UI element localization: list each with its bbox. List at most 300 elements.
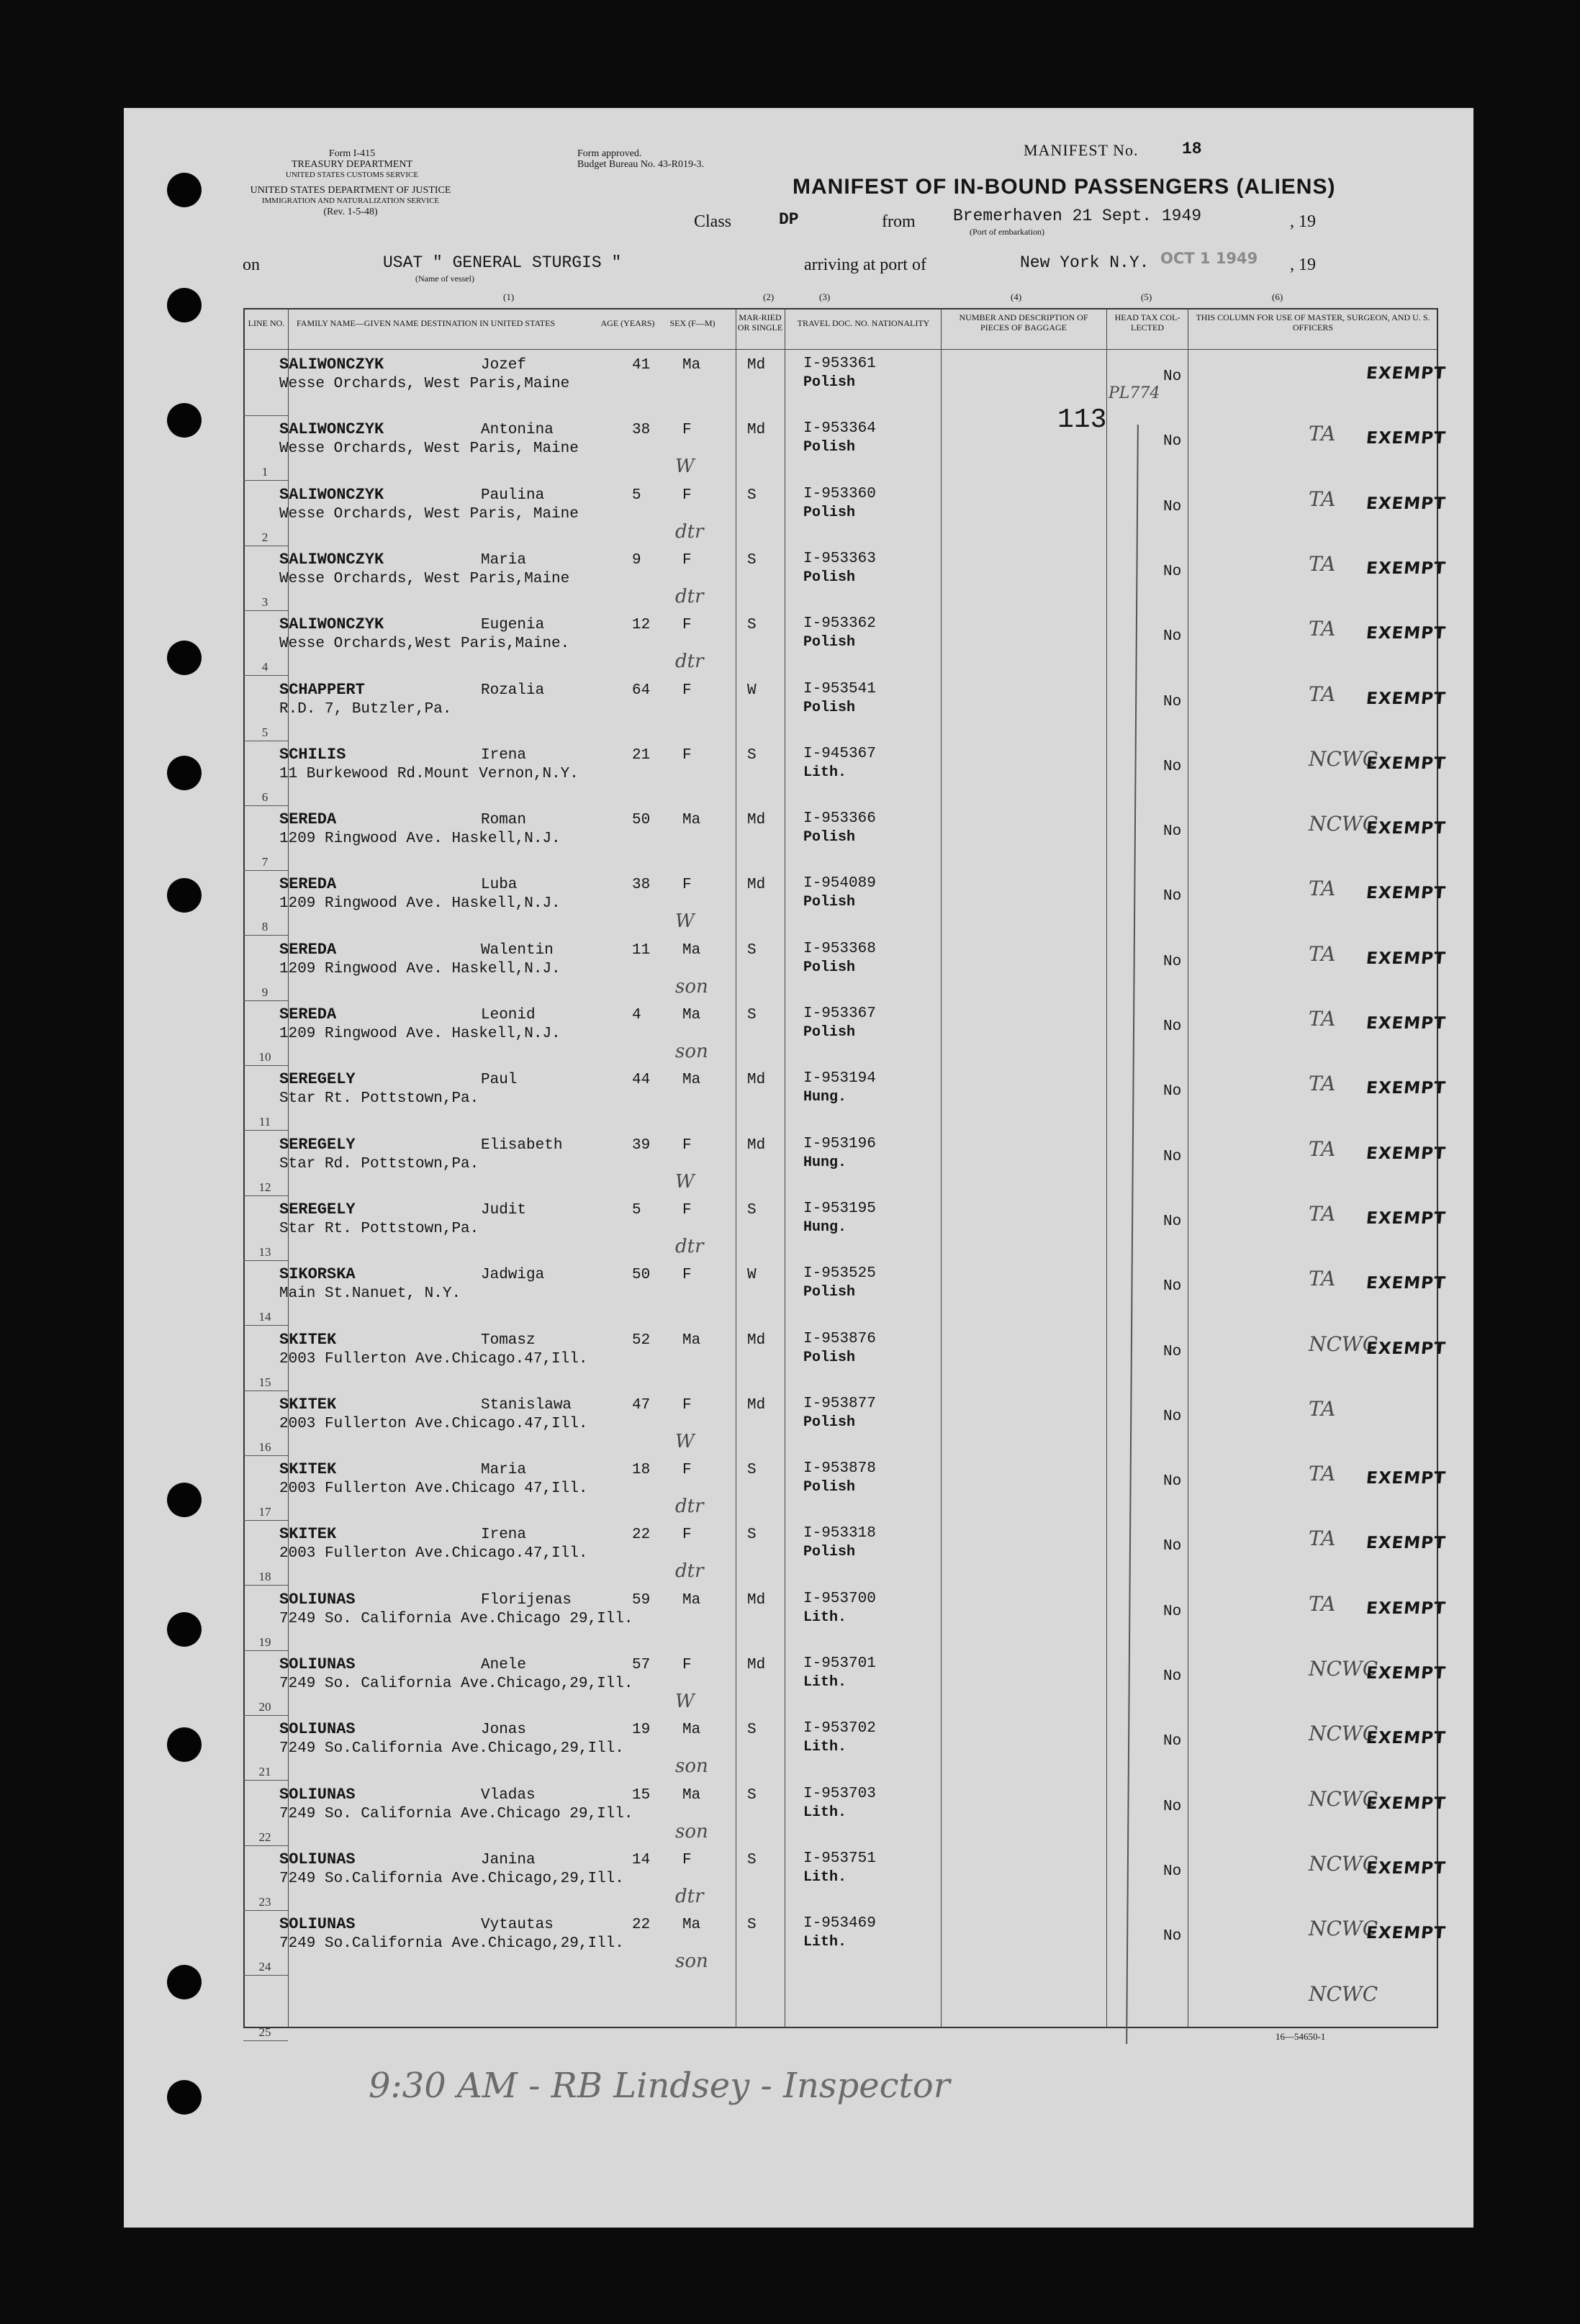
marital-status: Md (747, 877, 766, 894)
age: 50 (632, 812, 651, 829)
table-row (243, 481, 1447, 547)
given-name: Florijenas (481, 1591, 572, 1609)
age: 64 (632, 682, 651, 699)
officer-note: TA (1309, 941, 1336, 966)
line-number: 1 (261, 465, 268, 479)
marital-status: S (747, 551, 757, 569)
travel-doc-number: I-953366 (803, 810, 876, 828)
table-row (243, 936, 1447, 1002)
table-row (243, 741, 1447, 807)
table-row (243, 1261, 1447, 1326)
head-tax: No (1163, 823, 1182, 841)
pl-mark: PL774 (1109, 384, 1160, 402)
destination: 2003 Fullerton Ave.Chicago 47,Ill. (279, 1480, 588, 1498)
given-name: Maria (481, 1462, 527, 1479)
head-tax: No (1163, 1148, 1182, 1165)
relationship-mark: dtr (675, 1496, 704, 1518)
destination: 2003 Fullerton Ave.Chicago.47,Ill. (279, 1415, 588, 1432)
sex: F (682, 1527, 692, 1544)
nationality: Polish (803, 699, 856, 716)
binder-hole (167, 1965, 202, 1999)
exempt-stamp: EXEMPT (1365, 559, 1447, 578)
treasury-dept: TREASURY DEPARTMENT (291, 159, 413, 170)
destination: Wesse Orchards, West Paris, Maine (279, 440, 579, 458)
age: 38 (632, 877, 651, 894)
marital-status: Md (747, 1331, 766, 1349)
table-row (243, 1651, 1447, 1717)
exempt-stamp: EXEMPT (1365, 624, 1447, 643)
destination: 1209 Ringwood Ave. Haskell,N.J. (279, 831, 561, 848)
family-name: SALIWONCZYK (279, 356, 384, 374)
officer-note: NCWC (1309, 1981, 1378, 2006)
sex: F (682, 1267, 692, 1284)
table-row (243, 1391, 1438, 1457)
destination: R.D. 7, Butzler,Pa. (279, 700, 452, 718)
sex: F (682, 1851, 692, 1868)
nationality: Polish (803, 569, 856, 586)
head-tax: No (1163, 888, 1182, 905)
head-tax: No (1163, 1343, 1182, 1360)
line-number: 23 (258, 1894, 271, 1909)
nationality: Polish (803, 634, 856, 651)
exempt-stamp: EXEMPT (1365, 1339, 1447, 1358)
given-name: Roman (481, 812, 527, 829)
binder-hole (167, 1727, 202, 1762)
marital-status: S (747, 1722, 757, 1739)
sex: Ma (682, 357, 701, 374)
family-name: SKITEK (279, 1460, 337, 1479)
sex: F (682, 1462, 692, 1479)
sex: Ma (682, 1917, 701, 1934)
destination: 7249 So. California Ave.Chicago 29,Ill. (279, 1610, 633, 1627)
destination: 11 Burkewood Rd.Mount Vernon,N.Y. (279, 765, 579, 782)
header-name: FAMILY NAME—GIVEN NAME DESTINATION IN UNITED STATES (297, 318, 556, 328)
travel-doc-number: I-953878 (803, 1460, 876, 1478)
form-approved: Form approved. (577, 148, 642, 159)
table-row (243, 416, 1447, 481)
travel-doc-number: I-953318 (803, 1525, 876, 1542)
marital-status: S (747, 1462, 757, 1479)
age: 47 (632, 1396, 651, 1414)
nationality: Lith. (803, 1739, 847, 1756)
line-number: 24 (258, 1960, 271, 1974)
port-value: New York N.Y. (1020, 253, 1150, 272)
officer-note: NCWC (1309, 1851, 1378, 1876)
given-name: Stanislawa (481, 1396, 572, 1414)
header-married: MAR-RIED OR SINGLE (737, 312, 783, 333)
relationship-mark: dtr (675, 1885, 704, 1907)
sex: F (682, 1657, 692, 1673)
table-row (243, 1131, 1447, 1197)
column-number: (6) (1272, 291, 1283, 302)
exempt-stamp: EXEMPT (1365, 1534, 1447, 1553)
given-name: Luba (481, 877, 518, 894)
family-name: SALIWONCZYK (279, 485, 384, 504)
travel-doc-number: I-953877 (803, 1395, 876, 1412)
travel-doc-number: I-953876 (803, 1330, 876, 1347)
line-number: 17 (258, 1505, 271, 1519)
given-name: Jonas (481, 1722, 527, 1739)
head-tax: No (1163, 1408, 1182, 1425)
destination: Star Rt. Pottstown,Pa. (279, 1220, 479, 1237)
sex: Ma (682, 1331, 701, 1349)
age: 9 (632, 551, 641, 569)
table-row (243, 1456, 1447, 1522)
family-name: SKITEK (279, 1330, 337, 1349)
travel-doc-number: I-953541 (803, 680, 876, 697)
line-number: 21 (258, 1765, 271, 1779)
header-age: AGE (YEARS) (600, 318, 655, 328)
relationship-mark: dtr (675, 585, 704, 607)
family-name: SOLIUNAS (279, 1655, 356, 1673)
age: 39 (632, 1136, 651, 1154)
sex: F (682, 551, 692, 569)
nationality: Lith. (803, 1674, 847, 1691)
line-number: 18 (258, 1570, 271, 1584)
age: 57 (632, 1657, 651, 1673)
age: 5 (632, 487, 641, 504)
table-row (243, 1001, 1447, 1067)
footer-code: 16—54650-1 (1276, 2031, 1326, 2042)
exempt-stamp: EXEMPT (1365, 949, 1447, 968)
officer-note: NCWC (1309, 1786, 1378, 1811)
destination: Wesse Orchards, West Paris, Maine (279, 505, 579, 523)
line-number: 4 (261, 660, 268, 674)
officer-note: NCWC (1309, 1917, 1378, 1941)
table-row (243, 611, 1447, 677)
age: 52 (632, 1331, 651, 1349)
marital-status: S (747, 1007, 757, 1023)
form-revision: (Rev. 1-5-48) (323, 207, 378, 217)
vessel-name: USAT " GENERAL STURGIS " (383, 253, 622, 272)
travel-doc-number: I-953702 (803, 1720, 876, 1737)
travel-doc-number: I-953194 (803, 1070, 876, 1088)
age: 59 (632, 1591, 651, 1609)
head-tax: No (1163, 1538, 1182, 1555)
sex: F (682, 877, 692, 894)
travel-doc-number: I-953367 (803, 1005, 876, 1022)
sex: F (682, 746, 692, 764)
marital-status: Md (747, 357, 766, 374)
class-value: DP (779, 210, 799, 229)
binder-hole (167, 403, 202, 438)
table-row (243, 871, 1447, 936)
destination: 7249 So.California Ave.Chicago,29,Ill. (279, 1870, 624, 1887)
column-number: (1) (503, 291, 515, 302)
nationality: Polish (803, 1414, 856, 1431)
table-row (243, 1196, 1447, 1262)
head-tax: No (1163, 498, 1182, 515)
nationality: Polish (803, 374, 856, 391)
exempt-stamp: EXEMPT (1365, 1794, 1447, 1813)
on-label: on (243, 256, 260, 274)
justice-issuer (243, 185, 459, 217)
travel-doc-number: I-953362 (803, 615, 876, 633)
table-row (243, 1326, 1447, 1392)
sex: Ma (682, 1072, 701, 1089)
given-name: Leonid (481, 1007, 536, 1023)
head-tax: No (1163, 1928, 1182, 1945)
manifest-no-label: MANIFEST No. (1024, 141, 1139, 159)
line-number: 13 (258, 1244, 271, 1259)
family-name: SOLIUNAS (279, 1785, 356, 1804)
line-number: 5 (261, 725, 268, 739)
line-number: 2 (261, 530, 268, 544)
sex: F (682, 1396, 692, 1414)
exempt-stamp: EXEMPT (1365, 1469, 1447, 1488)
age: 50 (632, 1267, 651, 1284)
line-number: 6 (261, 790, 268, 804)
binder-hole (167, 878, 202, 913)
table-row (243, 1521, 1447, 1586)
head-tax: No (1163, 1863, 1182, 1880)
embarkation-value: Bremerhaven 21 Sept. 1949 (953, 207, 1202, 225)
destination: 2003 Fullerton Ave.Chicago.47,Ill. (279, 1545, 588, 1563)
line-number: 11 (258, 1115, 271, 1129)
marital-status: Md (747, 1657, 766, 1673)
sex: F (682, 487, 692, 504)
relationship-mark: son (675, 1950, 708, 1973)
table-row (243, 806, 1447, 872)
officer-note: TA (1309, 617, 1336, 641)
age: 11 (632, 941, 651, 959)
vessel-note: (Name of vessel) (415, 273, 474, 284)
destination: 2003 Fullerton Ave.Chicago.47,Ill. (279, 1350, 588, 1367)
line-number: 12 (258, 1180, 271, 1194)
given-name: Paulina (481, 487, 545, 504)
destination: 7249 So. California Ave.Chicago,29,Ill. (279, 1676, 633, 1692)
travel-doc-number: I-953363 (803, 550, 876, 567)
travel-doc-number: I-953525 (803, 1265, 876, 1283)
head-tax: No (1163, 628, 1182, 646)
sex: F (682, 422, 692, 439)
head-tax: No (1163, 1733, 1182, 1750)
marital-status: Md (747, 1136, 766, 1154)
marital-status: S (747, 1851, 757, 1868)
family-name: SEREDA (279, 1005, 337, 1023)
given-name: Elisabeth (481, 1136, 563, 1154)
travel-doc-number: I-953196 (803, 1135, 876, 1152)
table-row (243, 1911, 1447, 1976)
given-name: Rozalia (481, 682, 545, 699)
relationship-mark: dtr (675, 520, 704, 543)
sex: Ma (682, 812, 701, 829)
travel-doc-number: I-953469 (803, 1915, 876, 1932)
head-tax: No (1163, 693, 1182, 710)
sex: Ma (682, 1591, 701, 1609)
table-row (243, 1976, 1438, 2042)
header-travel-doc: TRAVEL DOC. NO. NATIONALITY (797, 318, 930, 328)
travel-doc-number: I-953700 (803, 1590, 876, 1607)
family-name: SALIWONCZYK (279, 420, 384, 439)
head-tax: No (1163, 1603, 1182, 1620)
age: 15 (632, 1786, 651, 1804)
officer-note: TA (1309, 1591, 1336, 1616)
nationality: Polish (803, 894, 856, 911)
marital-status: Md (747, 812, 766, 829)
nationality: Polish (803, 1479, 856, 1496)
sex: Ma (682, 1007, 701, 1023)
officer-note: NCWC (1309, 1657, 1378, 1681)
officer-note: TA (1309, 1527, 1336, 1551)
sex: F (682, 1201, 692, 1218)
form-number: Form I-415 (328, 148, 376, 159)
relationship-mark: son (675, 1755, 708, 1778)
line-number: 9 (261, 985, 268, 999)
given-name: Anele (481, 1657, 527, 1673)
family-name: SEREDA (279, 810, 337, 829)
marital-status: Md (747, 422, 766, 439)
exempt-stamp: EXEMPT (1365, 1599, 1447, 1618)
officer-note: NCWC (1309, 1331, 1378, 1356)
given-name: Jozef (481, 357, 527, 374)
nationality: Lith. (803, 1934, 847, 1951)
arrival-date-stamp: OCT 1 1949 (1160, 250, 1258, 267)
destination: 1209 Ringwood Ave. Haskell,N.J. (279, 1026, 561, 1042)
budget-bureau: Budget Bureau No. 43-R019-3. (577, 159, 705, 170)
relationship-mark: W (675, 1170, 695, 1193)
officer-note: NCWC (1309, 746, 1378, 771)
nationality: Polish (803, 504, 856, 521)
header-officers: THIS COLUMN FOR USE OF MASTER, SURGEON, AND U. S. OFFICERS (1196, 312, 1430, 333)
nationality: Hung. (803, 1154, 847, 1171)
relationship-mark: W (675, 910, 695, 933)
binder-hole (167, 288, 202, 322)
table-row (243, 351, 1447, 417)
nationality: Polish (803, 1284, 856, 1301)
marital-status: S (747, 1786, 757, 1804)
destination: 1209 Ringwood Ave. Haskell,N.J. (279, 960, 561, 977)
binder-hole (167, 641, 202, 675)
binder-hole (167, 1483, 202, 1517)
family-name: SOLIUNAS (279, 1720, 356, 1739)
age: 44 (632, 1072, 651, 1089)
justice-dept: UNITED STATES DEPARTMENT OF JUSTICE (250, 185, 451, 196)
age: 18 (632, 1462, 651, 1479)
nationality: Polish (803, 959, 856, 976)
header-rule (243, 349, 1438, 350)
exempt-stamp: EXEMPT (1365, 494, 1447, 513)
binder-hole (167, 756, 202, 790)
given-name: Judit (481, 1201, 527, 1218)
nationality: Polish (803, 1544, 856, 1561)
officer-note: TA (1309, 877, 1336, 901)
line-number: 25 (258, 2025, 271, 2039)
customs-service: UNITED STATES CUSTOMS SERVICE (285, 171, 419, 179)
head-tax: No (1163, 953, 1182, 970)
marital-status: Md (747, 1591, 766, 1609)
given-name: Tomasz (481, 1331, 536, 1349)
line-number: 7 (261, 855, 268, 869)
officer-note: TA (1309, 1201, 1336, 1226)
exempt-stamp: EXEMPT (1365, 1014, 1447, 1033)
destination: 7249 So. California Ave.Chicago 29,Ill. (279, 1805, 633, 1822)
head-tax: No (1163, 1798, 1182, 1815)
arriving-label: arriving at port of (804, 256, 926, 274)
head-tax: No (1163, 758, 1182, 775)
manifest-title: MANIFEST OF IN-BOUND PASSENGERS (ALIENS) (793, 175, 1336, 199)
travel-doc-number: I-953360 (803, 485, 876, 502)
age: 22 (632, 1527, 651, 1544)
officer-note: TA (1309, 551, 1336, 576)
line-number: 19 (258, 1635, 271, 1649)
travel-doc-number: I-953368 (803, 940, 876, 957)
manifest-page (124, 108, 1473, 2228)
age: 38 (632, 422, 651, 439)
marital-status: S (747, 1527, 757, 1544)
relationship-mark: son (675, 1041, 708, 1062)
head-tax: No (1163, 369, 1182, 385)
head-tax: No (1163, 433, 1182, 451)
exempt-stamp: EXEMPT (1365, 1729, 1447, 1748)
nationality: Hung. (803, 1089, 847, 1106)
destination: 7249 So.California Ave.Chicago,29,Ill. (279, 1935, 624, 1953)
relationship-mark: W (675, 1691, 695, 1712)
relationship-mark: son (675, 1820, 708, 1843)
binder-hole (167, 173, 202, 207)
given-name: Vytautas (481, 1917, 554, 1934)
exempt-stamp: EXEMPT (1365, 689, 1447, 708)
family-name: SIKORSKA (279, 1265, 356, 1284)
column-number: (3) (819, 291, 831, 302)
header-head-tax: HEAD TAX COL-LECTED (1114, 312, 1181, 333)
exempt-stamp: EXEMPT (1365, 819, 1447, 838)
destination: 7249 So.California Ave.Chicago,29,Ill. (279, 1740, 624, 1758)
travel-doc-number: I-954089 (803, 875, 876, 892)
family-name: SOLIUNAS (279, 1915, 356, 1934)
age: 22 (632, 1917, 651, 1934)
sex: Ma (682, 941, 701, 959)
marital-status: S (747, 617, 757, 634)
marital-status: W (747, 682, 757, 699)
relationship-mark: son (675, 975, 708, 998)
officer-note: TA (1309, 1136, 1336, 1161)
destination: Star Rt. Pottstown,Pa. (279, 1090, 479, 1108)
officer-note: TA (1309, 422, 1336, 446)
ins-service: IMMIGRATION AND NATURALIZATION SERVICE (261, 196, 440, 205)
class-label: Class (694, 212, 732, 231)
head-tax: No (1163, 1278, 1182, 1296)
relationship-mark: dtr (675, 1235, 704, 1257)
marital-status: Md (747, 1396, 766, 1414)
head-tax: No (1163, 1668, 1182, 1685)
officer-note: TA (1309, 1396, 1336, 1421)
exempt-stamp: EXEMPT (1365, 754, 1447, 773)
sex: F (682, 617, 692, 634)
marital-status: S (747, 1917, 757, 1934)
year-suffix-1: , 19 (1290, 212, 1316, 231)
given-name: Paul (481, 1072, 518, 1089)
line-number: 3 (261, 594, 268, 609)
given-name: Maria (481, 551, 527, 569)
line-number: 10 (258, 1050, 271, 1064)
table-row (243, 1066, 1447, 1131)
destination: Wesse Orchards, West Paris,Maine (279, 376, 570, 392)
destination: Wesse Orchards,West Paris,Maine. (279, 636, 570, 653)
marital-status: S (747, 487, 757, 504)
line-number: 20 (258, 1700, 271, 1714)
relationship-mark: W (675, 1430, 695, 1452)
table-row (243, 1586, 1447, 1652)
officer-note: TA (1309, 1267, 1336, 1291)
travel-doc-number: I-953195 (803, 1200, 876, 1217)
age: 14 (632, 1851, 651, 1868)
nationality: Hung. (803, 1218, 847, 1236)
nationality: Lith. (803, 1609, 847, 1626)
exempt-stamp: EXEMPT (1365, 1079, 1447, 1098)
sex: F (682, 1136, 692, 1154)
age: 19 (632, 1722, 651, 1739)
